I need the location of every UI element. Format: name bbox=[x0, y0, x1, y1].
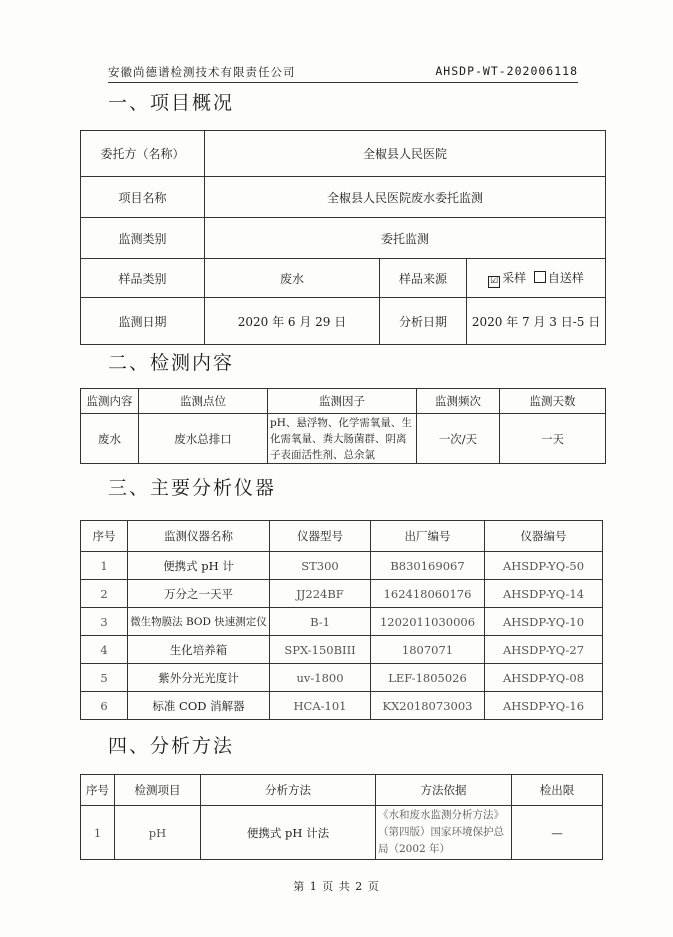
client-label: 委托方（名称） bbox=[81, 131, 205, 177]
no-cell: 5 bbox=[81, 664, 128, 692]
type-value: 委托监测 bbox=[205, 218, 606, 259]
point-cell: 废水总排口 bbox=[139, 414, 268, 464]
checked-checkbox-icon: ☑ bbox=[490, 275, 499, 286]
model-cell: SPX-150BIII bbox=[270, 636, 371, 664]
header-cell: 方法依据 bbox=[376, 775, 512, 806]
table-row bbox=[81, 552, 603, 580]
header-cell: 仪器编号 bbox=[485, 521, 603, 552]
section1-title: 一、项目概况 bbox=[108, 92, 235, 114]
option-sampling: 采样 bbox=[502, 270, 527, 285]
section2-title: 二、检测内容 bbox=[108, 352, 235, 374]
project-overview-table bbox=[80, 130, 606, 345]
limit-cell: — bbox=[512, 806, 603, 860]
id-cell: AHSDP-YQ-16 bbox=[485, 692, 603, 720]
header-cell: 监测天数 bbox=[500, 389, 606, 414]
header-cell: 监测内容 bbox=[81, 389, 139, 414]
header-cell: 出厂编号 bbox=[371, 521, 485, 552]
id-cell: AHSDP-YQ-10 bbox=[485, 608, 603, 636]
header-cell: 分析方法 bbox=[201, 775, 376, 806]
header-cell: 监测点位 bbox=[139, 389, 268, 414]
factors-cell: pH、悬浮物、化学需氧量、生化需氧量、粪大肠菌群、阴离子表面活性剂、总余氯 bbox=[268, 414, 417, 464]
client-value: 全椒县人民医院 bbox=[205, 131, 606, 177]
serial-cell: KX2018073003 bbox=[371, 692, 485, 720]
page-header bbox=[108, 64, 578, 83]
sample-source-options bbox=[467, 259, 606, 298]
page-footer: 第 1 页 共 2 页 bbox=[293, 880, 380, 893]
test-content-table bbox=[80, 388, 606, 464]
item-cell: pH bbox=[115, 806, 201, 860]
model-cell: HCA-101 bbox=[270, 692, 371, 720]
no-cell: 6 bbox=[81, 692, 128, 720]
project-value: 全椒县人民医院废水委托监测 bbox=[205, 177, 606, 218]
name-cell: 便携式 pH 计 bbox=[128, 552, 270, 580]
content-cell: 废水 bbox=[81, 414, 139, 464]
serial-cell: 1202011030006 bbox=[371, 608, 485, 636]
header-cell: 序号 bbox=[81, 521, 128, 552]
table-row bbox=[81, 692, 603, 720]
model-cell: JJ224BF bbox=[270, 580, 371, 608]
id-cell: AHSDP-YQ-50 bbox=[485, 552, 603, 580]
sample-source-label: 样品来源 bbox=[380, 259, 467, 298]
monitor-date-value: 2020 年 6 月 29 日 bbox=[205, 298, 380, 345]
sample-type-label: 样品类别 bbox=[81, 259, 205, 298]
days-cell: 一天 bbox=[500, 414, 606, 464]
id-cell: AHSDP-YQ-08 bbox=[485, 664, 603, 692]
table-row bbox=[81, 806, 603, 860]
serial-cell: B830169067 bbox=[371, 552, 485, 580]
company-name: 安徽尚德谱检测技术有限责任公司 bbox=[108, 65, 296, 79]
table-row bbox=[81, 608, 603, 636]
sample-type-value: 废水 bbox=[205, 259, 380, 298]
no-cell: 2 bbox=[81, 580, 128, 608]
model-cell: ST300 bbox=[270, 552, 371, 580]
header-cell: 仪器型号 bbox=[270, 521, 371, 552]
no-cell: 1 bbox=[81, 806, 115, 860]
header-cell: 检测项目 bbox=[115, 775, 201, 806]
analysis-date-label: 分析日期 bbox=[380, 298, 467, 345]
name-cell: 万分之一天平 bbox=[128, 580, 270, 608]
model-cell: uv-1800 bbox=[270, 664, 371, 692]
frequency-cell: 一次/天 bbox=[417, 414, 500, 464]
header-cell: 检出限 bbox=[512, 775, 603, 806]
report-number: AHSDP-WT-202006118 bbox=[435, 64, 578, 78]
method-cell: 便携式 pH 计法 bbox=[201, 806, 376, 860]
instrument-table bbox=[80, 520, 603, 720]
header-cell: 监测因子 bbox=[268, 389, 417, 414]
serial-cell: 162418060176 bbox=[371, 580, 485, 608]
id-cell: AHSDP-YQ-14 bbox=[485, 580, 603, 608]
table-row bbox=[81, 580, 603, 608]
no-cell: 1 bbox=[81, 552, 128, 580]
type-label: 监测类别 bbox=[81, 218, 205, 259]
option-self-delivered: 自送样 bbox=[547, 270, 584, 285]
header-cell: 监测频次 bbox=[417, 389, 500, 414]
model-cell: B-1 bbox=[270, 608, 371, 636]
basis-cell: 《水和废水监测分析方法》（第四版）国家环境保护总局（2002 年） bbox=[376, 806, 512, 860]
project-label: 项目名称 bbox=[81, 177, 205, 218]
section4-title: 四、分析方法 bbox=[108, 735, 235, 757]
name-cell: 紫外分光光度计 bbox=[128, 664, 270, 692]
header-cell: 序号 bbox=[81, 775, 115, 806]
analysis-method-table bbox=[80, 774, 603, 860]
analysis-date-value: 2020 年 7 月 3 日-5 日 bbox=[467, 298, 606, 345]
no-cell: 4 bbox=[81, 636, 128, 664]
table-row bbox=[81, 664, 603, 692]
header-cell: 监测仪器名称 bbox=[128, 521, 270, 552]
name-cell: 微生物膜法 BOD 快速测定仪 bbox=[128, 608, 270, 636]
unchecked-checkbox-icon bbox=[534, 271, 546, 283]
name-cell: 生化培养箱 bbox=[128, 636, 270, 664]
table-row bbox=[81, 636, 603, 664]
serial-cell: LEF-1805026 bbox=[371, 664, 485, 692]
id-cell: AHSDP-YQ-27 bbox=[485, 636, 603, 664]
serial-cell: 1807071 bbox=[371, 636, 485, 664]
monitor-date-label: 监测日期 bbox=[81, 298, 205, 345]
no-cell: 3 bbox=[81, 608, 128, 636]
name-cell: 标准 COD 消解器 bbox=[128, 692, 270, 720]
section3-title: 三、主要分析仪器 bbox=[108, 477, 277, 499]
